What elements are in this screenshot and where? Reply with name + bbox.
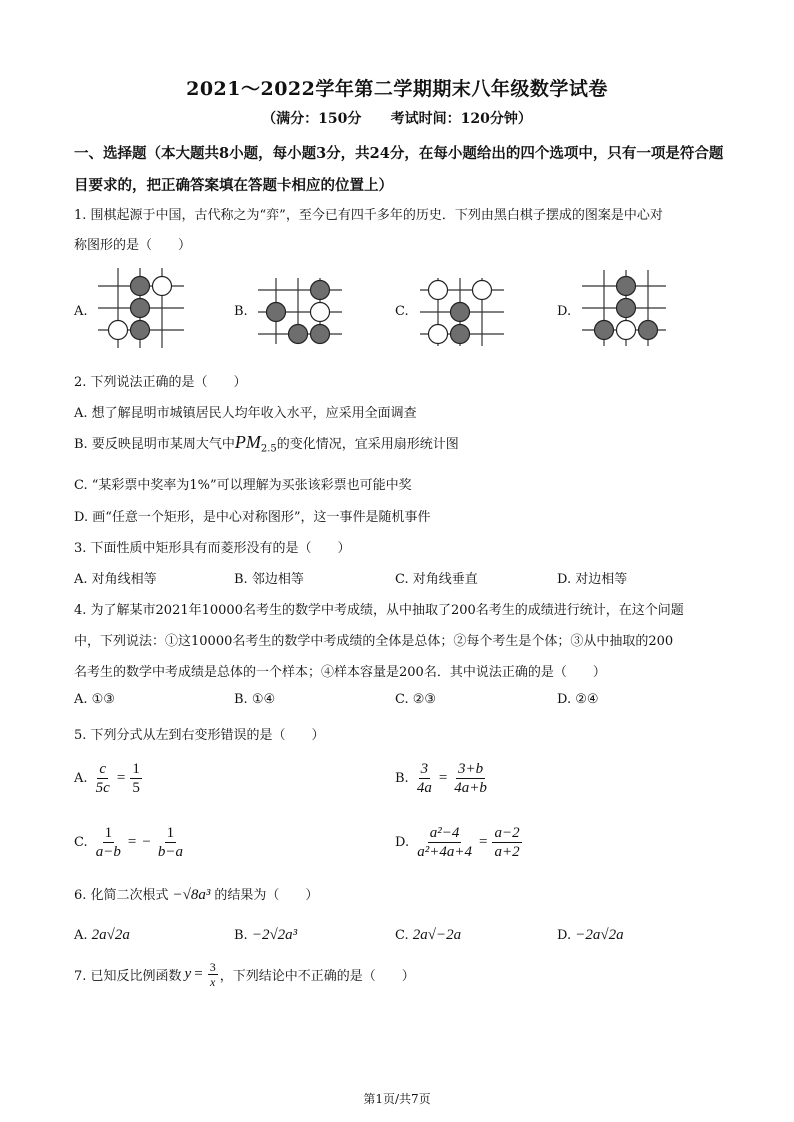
q5-b-right-fraction xyxy=(452,760,489,797)
q2-option-c: C. “某彩票中奖率为1%”可以理解为买张该彩票也可能中奖 xyxy=(74,478,412,493)
exam-subtitle: （满分：150分 考试时间：120分钟） xyxy=(262,111,532,127)
q3-option-a: A. 对角线相等 xyxy=(74,572,157,587)
q5-stem: 5. 下列分式从左到右变形错误的是（ ） xyxy=(74,728,325,743)
q4-line2: 中，下列说法：①这10000名考生的数学中考成绩的全体是总体；②每个考生是个体；③从中抽取的200 xyxy=(74,634,674,649)
q1-figure-a xyxy=(96,266,186,350)
q2-option-b-post: 的变化情况，宜采用扇形统计图 xyxy=(276,437,459,452)
q5-c-right-num: 1 xyxy=(166,825,175,841)
q4-option-c: C. ②③ xyxy=(395,692,437,707)
q2-option-b xyxy=(74,432,459,455)
q5-d-right-den: a+2 xyxy=(494,844,520,860)
q7-fraction-num: 3 xyxy=(209,960,216,974)
q2-option-a: A. 想了解昆明市城镇居民人均年收入水平，应采用全面调查 xyxy=(74,406,417,421)
q7-stem-post: ，下列结论中不正确的是（ ） xyxy=(219,969,415,984)
q5-a-left-den: 5c xyxy=(95,780,110,796)
q5-option-d: D. $\frac{\text{a²−4}}{\text{a²+4a+4}}$ = $\frac{a-2}{a+2}$ xyxy=(395,825,520,860)
q5-d-left-fraction xyxy=(415,824,474,861)
q7-stem xyxy=(74,960,415,989)
q1-option-b-label: B. xyxy=(234,304,248,319)
q2-pm-subscript: 2.5 xyxy=(260,443,277,455)
q5-option-a-label: A. xyxy=(74,771,88,786)
q5-a-right-fraction xyxy=(130,760,142,797)
q1-stem-line2: 称图形的是（ ） xyxy=(74,238,192,253)
q6-stem xyxy=(74,884,318,904)
q5-b-right-den: 4a+b xyxy=(454,780,487,796)
q6-option-c-expr: 2a√−2a xyxy=(412,927,462,943)
q7-fraction xyxy=(208,960,218,989)
q1-figure-c xyxy=(418,276,506,348)
q6-option-d xyxy=(557,927,624,944)
q5-b-left-num: 3 xyxy=(420,761,429,777)
q5-option-b: B. $\frac{3}{4a}$ = $\frac{3+b}{4a+b}$ xyxy=(395,761,487,796)
q1-figure-d xyxy=(580,268,668,348)
q5-b-left-fraction xyxy=(415,760,434,797)
q5-c-right-den: b−a xyxy=(157,844,183,860)
q5-option-a: A. $\frac{c}{5c}$ = $\frac{1}{5}$ xyxy=(74,761,140,796)
q6-option-c xyxy=(395,927,461,944)
q5-option-c: C. $\frac{1}{a-b}$ = − $\frac{1}{b-a}$ xyxy=(74,825,183,860)
q7-fraction-den: x xyxy=(210,975,216,989)
q5-option-c-label: C. xyxy=(74,835,88,850)
q5-d-right-fraction xyxy=(492,824,521,861)
q6-option-d-expr: −2a√2a xyxy=(575,927,624,943)
q5-d-left-den: a²+4a+4 xyxy=(417,844,472,860)
q3-option-b: B. 邻边相等 xyxy=(234,572,304,587)
q2-stem: 2. 下列说法正确的是（ ） xyxy=(74,375,247,390)
q5-c-left-num: 1 xyxy=(104,825,113,841)
q6-option-b xyxy=(234,927,297,944)
q6-option-b-expr: −2√2a³ xyxy=(251,927,298,943)
q5-c-right-fraction xyxy=(156,824,185,861)
q2-option-b-pre: B. 要反映昆明市某周大气中 xyxy=(74,437,235,452)
q5-option-d-label: D. xyxy=(395,835,410,850)
q5-a-left-fraction xyxy=(94,760,112,797)
q4-line3: 名考生的数学中考成绩是总体的一个样本；④样本容量是200名．其中说法正确的是（ ） xyxy=(74,665,606,680)
q7-equals-sign: = xyxy=(194,966,203,982)
q1-stem-line1: 1. 围棋起源于中国，古代称之为“弈”，至今已有四千多年的历史．下列由黑白棋子摆成的图案是中心对 xyxy=(74,208,663,223)
q6-stem-post: 的结果为（ ） xyxy=(214,888,319,903)
q4-line1: 4. 为了解某市2021年10000名考生的数学中考成绩，从中抽取了200名考生的成绩进行统计，在这个问题 xyxy=(74,603,684,618)
q5-c-left-fraction xyxy=(94,824,123,861)
q6-option-c-label: C. xyxy=(395,928,409,943)
q3-option-d: D. 对边相等 xyxy=(557,572,628,587)
q2-option-d: D. 画“任意一个矩形，是中心对称图形”，这一事件是随机事件 xyxy=(74,510,431,525)
q3-option-c: C. 对角线垂直 xyxy=(395,572,478,587)
q6-option-a xyxy=(74,927,130,944)
q4-option-d: D. ②④ xyxy=(557,692,599,707)
q6-radical-expression: −√8a³ xyxy=(172,887,211,903)
q1-option-c-label: C. xyxy=(395,304,409,319)
q1-figure-b xyxy=(256,276,344,346)
q5-c-left-den: a−b xyxy=(95,844,121,860)
q5-d-left-num: a²−4 xyxy=(429,825,460,841)
q5-option-b-label: B. xyxy=(395,771,409,786)
q5-a-right-num: 1 xyxy=(132,761,140,777)
q5-b-right-num: 3+b xyxy=(458,761,484,777)
q6-option-a-label: A. xyxy=(74,928,88,943)
q6-option-a-expr: 2a√2a xyxy=(91,927,130,943)
q5-c-minus-sign: − xyxy=(142,834,151,850)
q4-option-b: B. ①④ xyxy=(234,692,276,707)
q6-option-b-label: B. xyxy=(234,928,248,943)
exam-title: 2021～2022学年第二学期期末八年级数学试卷 xyxy=(186,78,608,100)
q1-option-d-label: D. xyxy=(557,304,572,319)
q6-option-d-label: D. xyxy=(557,928,572,943)
q1-option-a-label: A. xyxy=(74,304,88,319)
q5-b-left-den: 4a xyxy=(416,780,432,796)
q4-option-a: A. ①③ xyxy=(74,692,115,707)
page-footer: 第1页/共7页 xyxy=(363,1092,431,1106)
q6-stem-pre: 6. 化简二次根式 xyxy=(74,888,169,903)
section-heading-choice: 一、选择题（本大题共8小题，每小题3分，共24分，在每小题给出的四个选项中，只有一项是符合题目要求的，把正确答案填在答题卡相应的位置上） xyxy=(74,145,724,194)
q2-pm-symbol: PM xyxy=(234,432,261,452)
q7-stem-pre: 7. 已知反比例函数 xyxy=(74,969,182,984)
q7-y-variable: y xyxy=(184,966,192,982)
q3-stem: 3. 下面性质中矩形具有而菱形没有的是（ ） xyxy=(74,541,351,556)
q5-d-right-num: a−2 xyxy=(494,825,520,841)
q5-a-left-num: c xyxy=(99,761,107,777)
q5-a-right-den: 5 xyxy=(132,780,140,796)
